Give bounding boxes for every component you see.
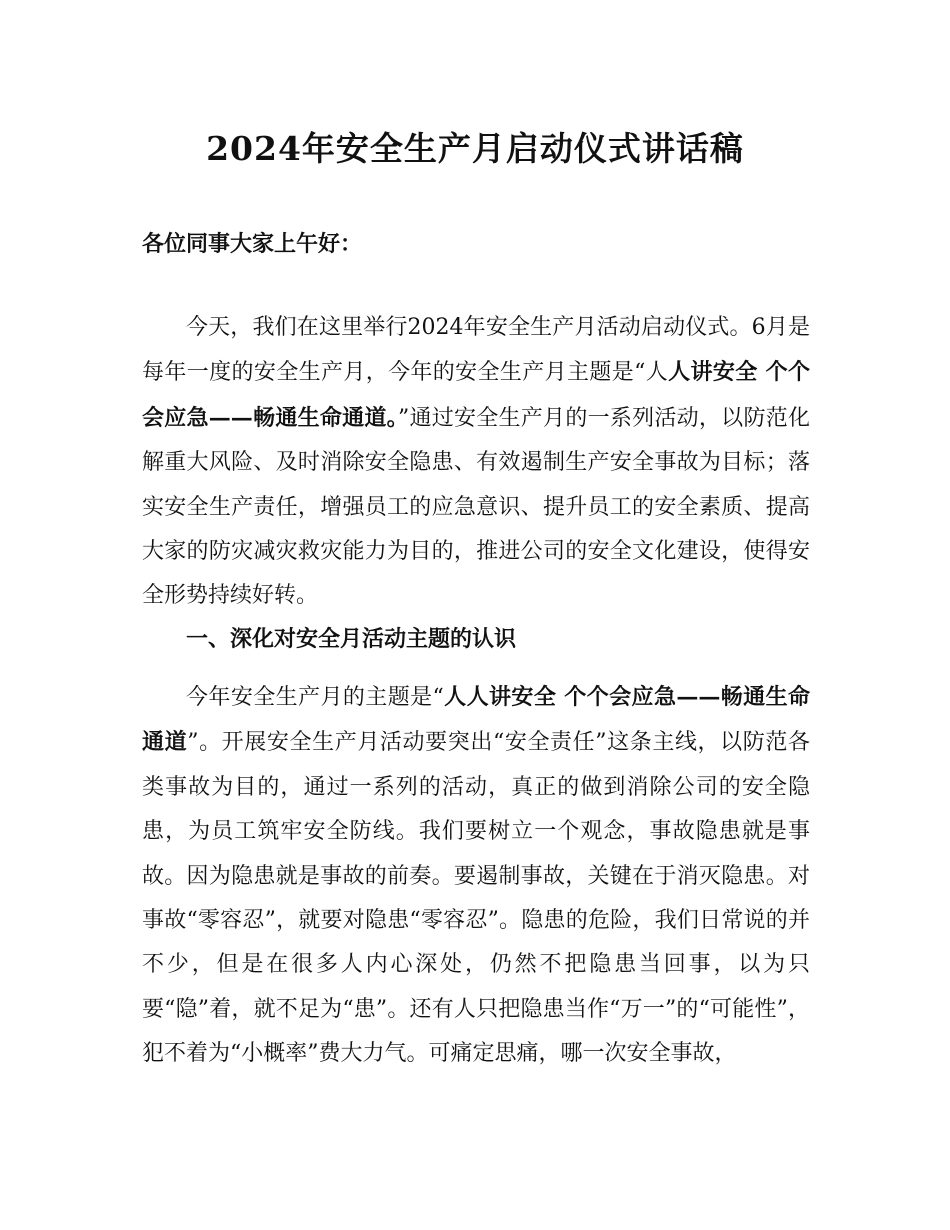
paragraph-intro-lead: 今天，我们在这里举行2024年安全生产月活动启动仪式。6月是每年一度的安全生产月，今年的安全生产月主题是“人 (142, 315, 810, 386)
document-title: 2024年安全生产月启动仪式讲话稿 (206, 129, 744, 168)
paragraph-intro-theme: 人讲安全 个个会应急——畅通生命通道。 (142, 359, 811, 431)
paragraph-section-1-lead: 今年安全生产月的主题是“ (186, 685, 444, 710)
paragraph-intro-rest: ”通过安全生产月的一系列活动，以防范化解重大风险、及时消除安全隐患、有效遏制生产安全事故为目标；落实安全生产责任，增强员工的应急意识、提升员工的安全素质、提高大家的防灾减灾救灾能力为目的，推进公司的安全文化建设，使得安全形势持续好转。 (142, 405, 810, 609)
paragraph-section-1 (142, 675, 810, 1077)
paragraph-section-1-rest: ”。开展安全生产月活动要突出“安全责任”这条主线，以防范各类事故为目的，通过一系列的活动，真正的做到消除公司的安全隐患，为员工筑牢安全防线。我们要树立一个观念，事故隐患就是事故。因为隐患就是事故的前奏。要遏制事故，关键在于消灭隐患。对事故“零容忍”，就要对隐患“零容忍”。隐患的危险，我们日常说的并不少，但是在很多人内心深处，仍然不把隐患当回事，以为只要“隐”着，就不足为“患”。还有人只把隐患当作“万一”的“可能性”，犯不着为“小概率”费大力气。可痛定思痛，哪一次安全事故， (142, 730, 810, 1067)
greeting: 各位同事大家上午好： (142, 231, 363, 257)
section-heading-1: 一、深化对安全月活动主题的认识 (186, 626, 517, 652)
paragraph-section-1-theme: 人人讲安全 个个会应急——畅通生命通道 (142, 684, 810, 756)
paragraph-intro (142, 306, 810, 619)
